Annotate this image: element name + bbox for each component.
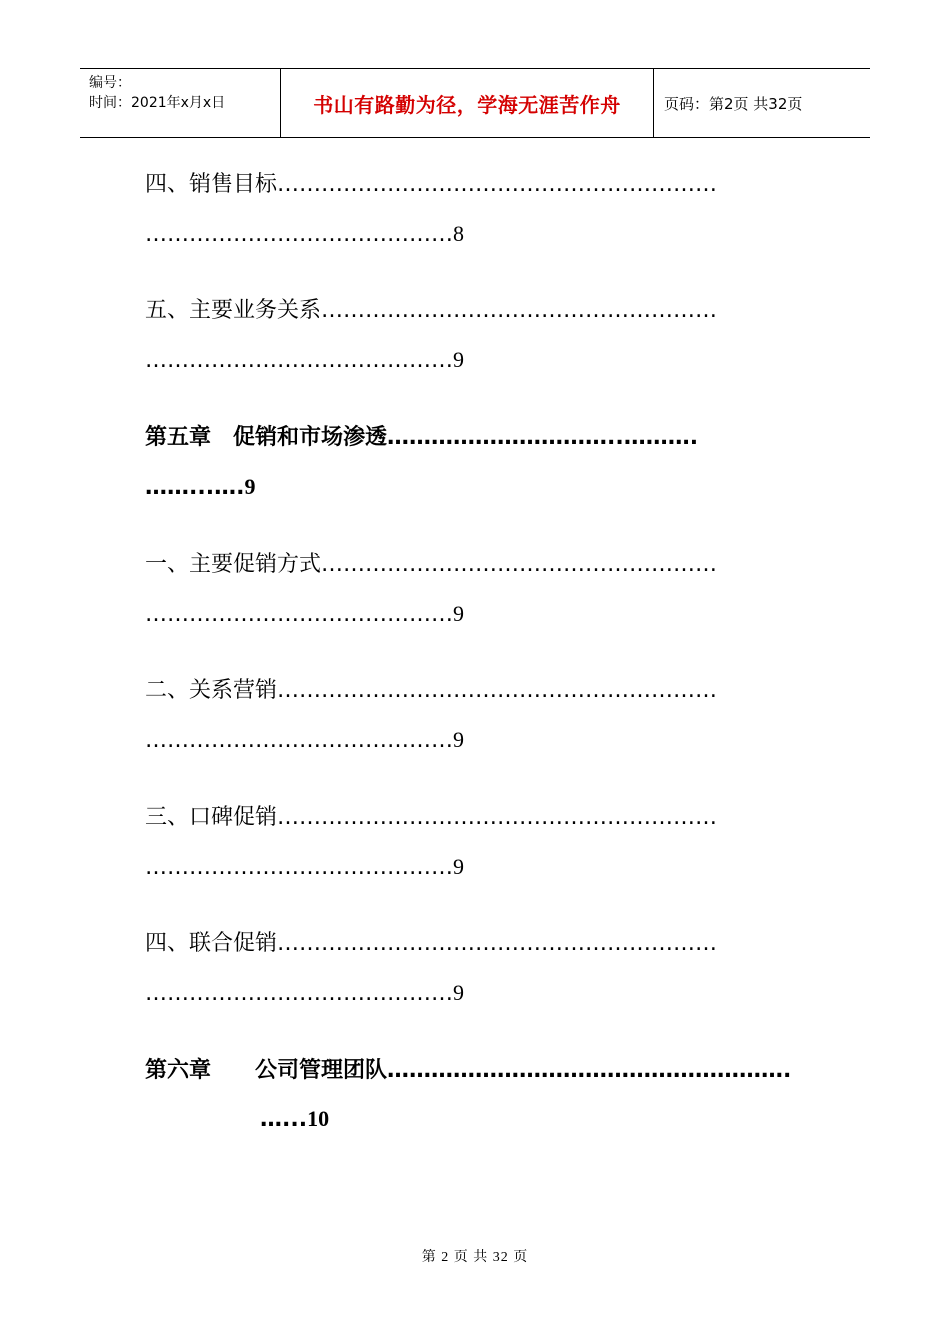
toc-page-number: 8 xyxy=(453,221,464,246)
header-page-info: 页码：第2页 共32页 xyxy=(664,94,803,113)
header-number: 编号： xyxy=(89,75,131,91)
toc-page-number: 10 xyxy=(307,1106,330,1131)
toc-page-number: 9 xyxy=(453,854,464,879)
toc-entry-line2 xyxy=(145,220,464,249)
toc-leader: …………………………………… xyxy=(145,981,453,1006)
toc-page-number: 9 xyxy=(244,474,256,499)
toc-chapter-line2 xyxy=(260,1105,329,1134)
toc-entry-line1: 三、口碑促销…………………………………………………… xyxy=(145,805,718,830)
toc-page-number: 9 xyxy=(453,980,464,1005)
toc-leader: …………………………………… xyxy=(145,348,453,373)
toc-chapter-line2 xyxy=(145,473,255,502)
toc-chapter-line1: 第六章 公司管理团队………………………………………………. xyxy=(145,1058,792,1083)
toc-entry-line1: 一、主要促销方式……………………………………………… xyxy=(145,552,718,577)
toc-entry-line1: 四、销售目标…………………………………………………… xyxy=(145,172,718,197)
toc-leader: …………………………………… xyxy=(145,602,453,627)
toc-entry-line2 xyxy=(145,979,464,1008)
toc-leader: …... xyxy=(260,1107,308,1132)
toc-leader: …………………………………… xyxy=(145,728,453,753)
toc-entry-line1: 二、关系营销…………………………………………………… xyxy=(145,678,718,703)
page-footer: 第 2 页 共 32 页 xyxy=(421,1250,529,1265)
toc-entry-line2 xyxy=(145,726,464,755)
toc-leader: …………………………………… xyxy=(145,855,453,880)
toc-entry-line2 xyxy=(145,600,464,629)
toc-entry-line2 xyxy=(145,346,464,375)
toc-chapter-line1: 第五章 促销和市场渗透…………………………..………. xyxy=(145,425,699,450)
toc-entry-line1: 四、联合促销…………………………………………………… xyxy=(145,931,718,956)
toc-page-number: 9 xyxy=(453,727,464,752)
toc-page-number: 9 xyxy=(453,347,464,372)
toc-page-number: 9 xyxy=(453,601,464,626)
toc-leader: ……...…. xyxy=(145,475,245,500)
toc-leader: …………………………………… xyxy=(145,222,453,247)
toc-entry-line2 xyxy=(145,853,464,882)
header-time: 时间：2021年x月x日 xyxy=(89,95,226,111)
toc-entry-line1: 五、主要业务关系……………………………………………… xyxy=(145,298,718,323)
header-motto: 书山有路勤为径，学海无涯苦作舟 xyxy=(281,69,654,137)
